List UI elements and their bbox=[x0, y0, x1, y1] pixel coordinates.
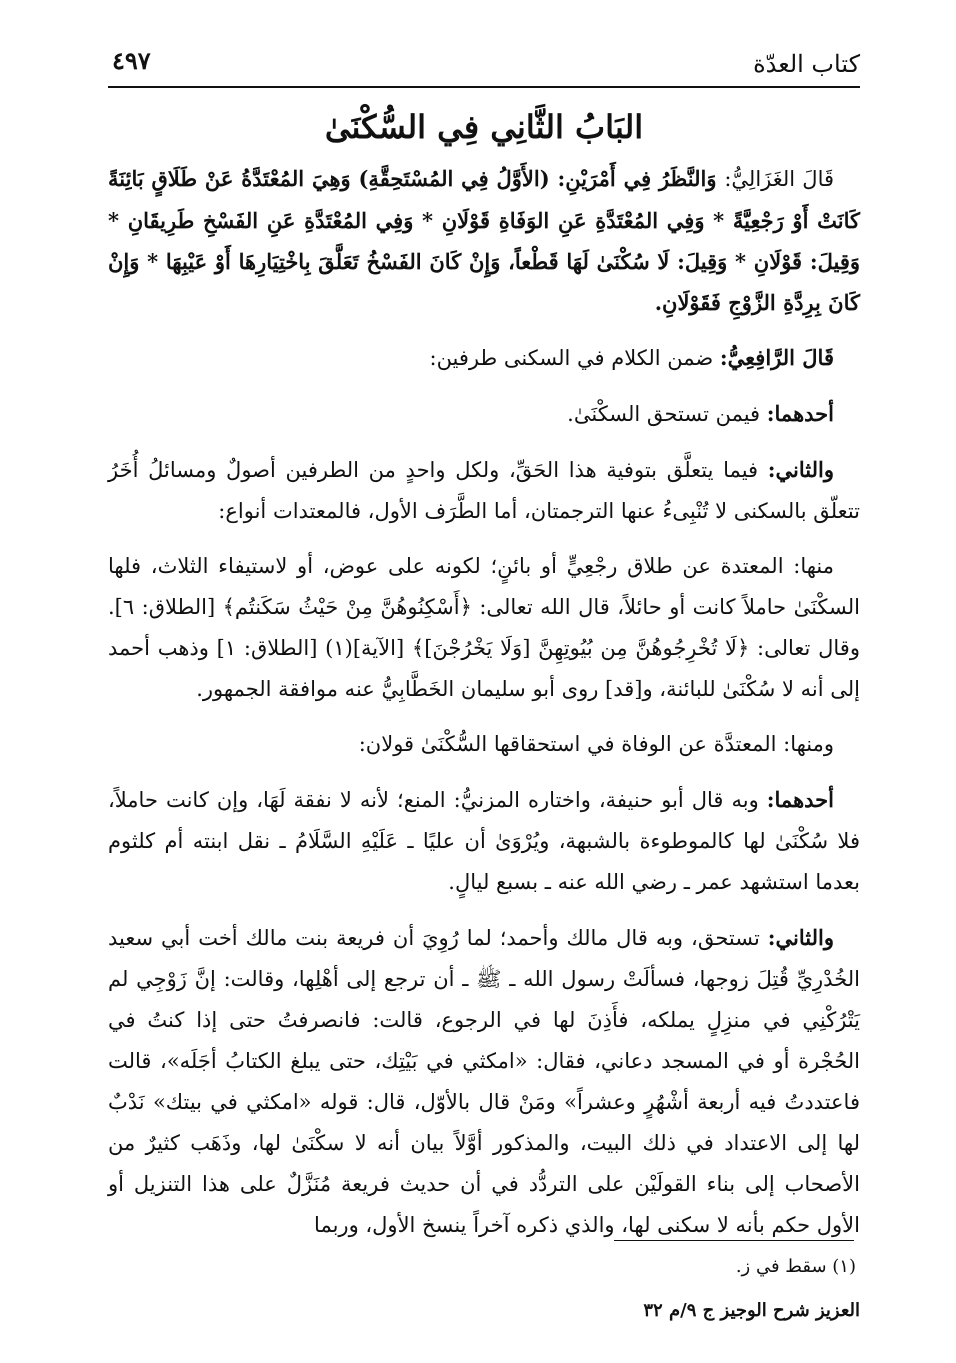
ghazali-speaker: قَالَ الغَزَالِيُّ: bbox=[724, 167, 834, 191]
footnote-rule bbox=[614, 1240, 854, 1241]
footnote: (١) سقط في ز. bbox=[735, 1256, 856, 1277]
first-side-text: فيمن تستحق السكْنَىٰ. bbox=[567, 402, 761, 426]
first-opinion-label: أحدهما: bbox=[766, 787, 834, 812]
second-side-text: فيما يتعلَّق بتوفية هذا الحَقِّ، ولكل واحدٍ من الطرفين أصولٌ ومسائلُ أُخَرُ تتعلّق بالسكنى لا تُنْبِىءُ عنها الترجمتان، أما الطَّرَف الأول، فالمعتدات أنواع: bbox=[108, 458, 860, 523]
rafii-paragraph bbox=[108, 337, 860, 379]
first-side-label: أحدهما: bbox=[766, 401, 834, 426]
header-rule bbox=[108, 86, 860, 88]
first-opinion-paragraph bbox=[108, 779, 860, 903]
page-number: ٤٩٧ bbox=[112, 46, 151, 75]
second-side-paragraph bbox=[108, 449, 860, 532]
ghazali-quote bbox=[108, 158, 860, 323]
second-side-label: والثاني: bbox=[767, 457, 834, 482]
rafii-text: ضمن الكلام في السكنى طرفين: bbox=[429, 346, 714, 370]
second-opinion-paragraph bbox=[108, 917, 860, 1246]
footer-signature: العزيز شرح الوجيز ج ٩/م ٣٢ bbox=[643, 1300, 860, 1321]
first-opinion-text: وبه قال أبو حنيفة، واختاره المزنيُّ: المنع؛ لأنه لا نفقة لَهَا، وإن كانت حاملاً، فلا سُكْنَىٰ لها كالموطوءة بالشبهة، ويُرْوَىٰ أن عليًا ـ عَلَيْهِ السَّلَامُ ـ نقل ابنته أم كلثوم بعدما استشهد عمر ـ رضي الله عنه ـ بسبع ليالٍ. bbox=[108, 788, 860, 894]
first-side-paragraph bbox=[108, 393, 860, 435]
divorced-paragraph: منها: المعتدة عن طلاق رجْعِيٍّ أو بائنٍ؛ لكونه على عوض، أو لاستيفاء الثلاث، فلها السكْنَىٰ حاملاً كانت أو حائلاً، قال الله تعالى: ﴿أَسْكِنُوهُنَّ مِنْ حَيْثُ سَكَنتُم﴾ [الطلاق: ٦]. وقال تعالى: ﴿لَا تُخْرِجُوهُنَّ مِن بُيُوتِهِنَّ [وَلَا يَخْرُجْنَ]﴾ [الآية](١) [الطلاق: ١] وذهب أحمد إلى أنه لا سُكْنَىٰ للبائنة، و[قد] روى أبو سليمان الخَطَّابِيُّ عنه موافقة الجمهور. bbox=[108, 554, 860, 701]
rafii-speaker: قَالَ الرَّافِعِيُّ: bbox=[719, 345, 834, 370]
chapter-title: البَابُ الثَّانِي فِي السُّكْنَىٰ bbox=[324, 108, 644, 146]
second-opinion-text: تستحق، وبه قال مالك وأحمد؛ لما رُوِيَ أن فريعة بنت مالك أخت أبي سعيد الخُدْرِيِّ قُتِلَ زوجها، فسألَتْ رسول الله ـ ﷺ ـ أن ترجع إلى أهْلِها، وقالت: إنَّ زَوْجِي لم يَتْرُكْنِي في منزِلٍ يملكه، فأَذِنَ لها في الرجوع، قالت: فانصرفتُ حتى إذا كنتُ في الحُجْرة أو في المسجد دعاني، فقال: «امكثي في بَيْتِك، حتى يبلغ الكتابُ أجَلَه»، قالت فاعتددتُ فيه أربعة أشْهُرٍ وعشراً» ومَنْ قال بالأوّل، قال: قوله «امكثي في بيتك» نَدْبٌ لها إلى الاعتداد في ذلك البيت، والمذكور أوَّلاً بيان أنه لا سكْنَىٰ لها، وذَهَب كثيرٌ من الأصحاب إلى بناء القولَيْن على التردُّد في أن حديث فريعة مُنَزَّلٌ على هذا التنزيل أو الأول حكم بأنه لا سكنى لها، والذي ذكره آخراً ينسخ الأول، وربما bbox=[108, 926, 860, 1237]
body-text bbox=[108, 158, 860, 1260]
running-header-title: كتاب العدّة bbox=[753, 50, 860, 78]
second-opinion-label: والثاني: bbox=[767, 925, 834, 950]
ghazali-text: وَالنَّظَرُ فِي أَمْرَيْنِ: (الأَوَّلُ فِي المُسْتَحِقَّةِ) وَهِيَ المُعْتَدَّةُ عَنْ طَلَاقٍ بَائِنَةً كَانَتْ أَوْ رَجْعِيَّةً * وَفِي المُعْتَدَّةِ عَنِ الوَفَاةِ قَوْلَانِ * وَفِي المُعْتَدَّةِ عَنِ الفَسْخِ طَرِيقَانِ * وَقِيلَ: قَوْلَانِ * وَقِيلَ: لَا سُكْنَىٰ لَهَا قَطْعاً، وَإِنْ كَانَ الفَسْخُ تَعَلَّقَ بِاخْتِيَارِهَا أَوْ عَيْبِهَا * وَإِنْ كَانَ بِرِدَّةِ الزَّوْجِ فَقَوْلَانِ. bbox=[108, 166, 860, 315]
widow-intro-paragraph: ومنها: المعتدَّة عن الوفاة في استحقاقها السُّكْنَىٰ قولان: bbox=[358, 732, 834, 756]
